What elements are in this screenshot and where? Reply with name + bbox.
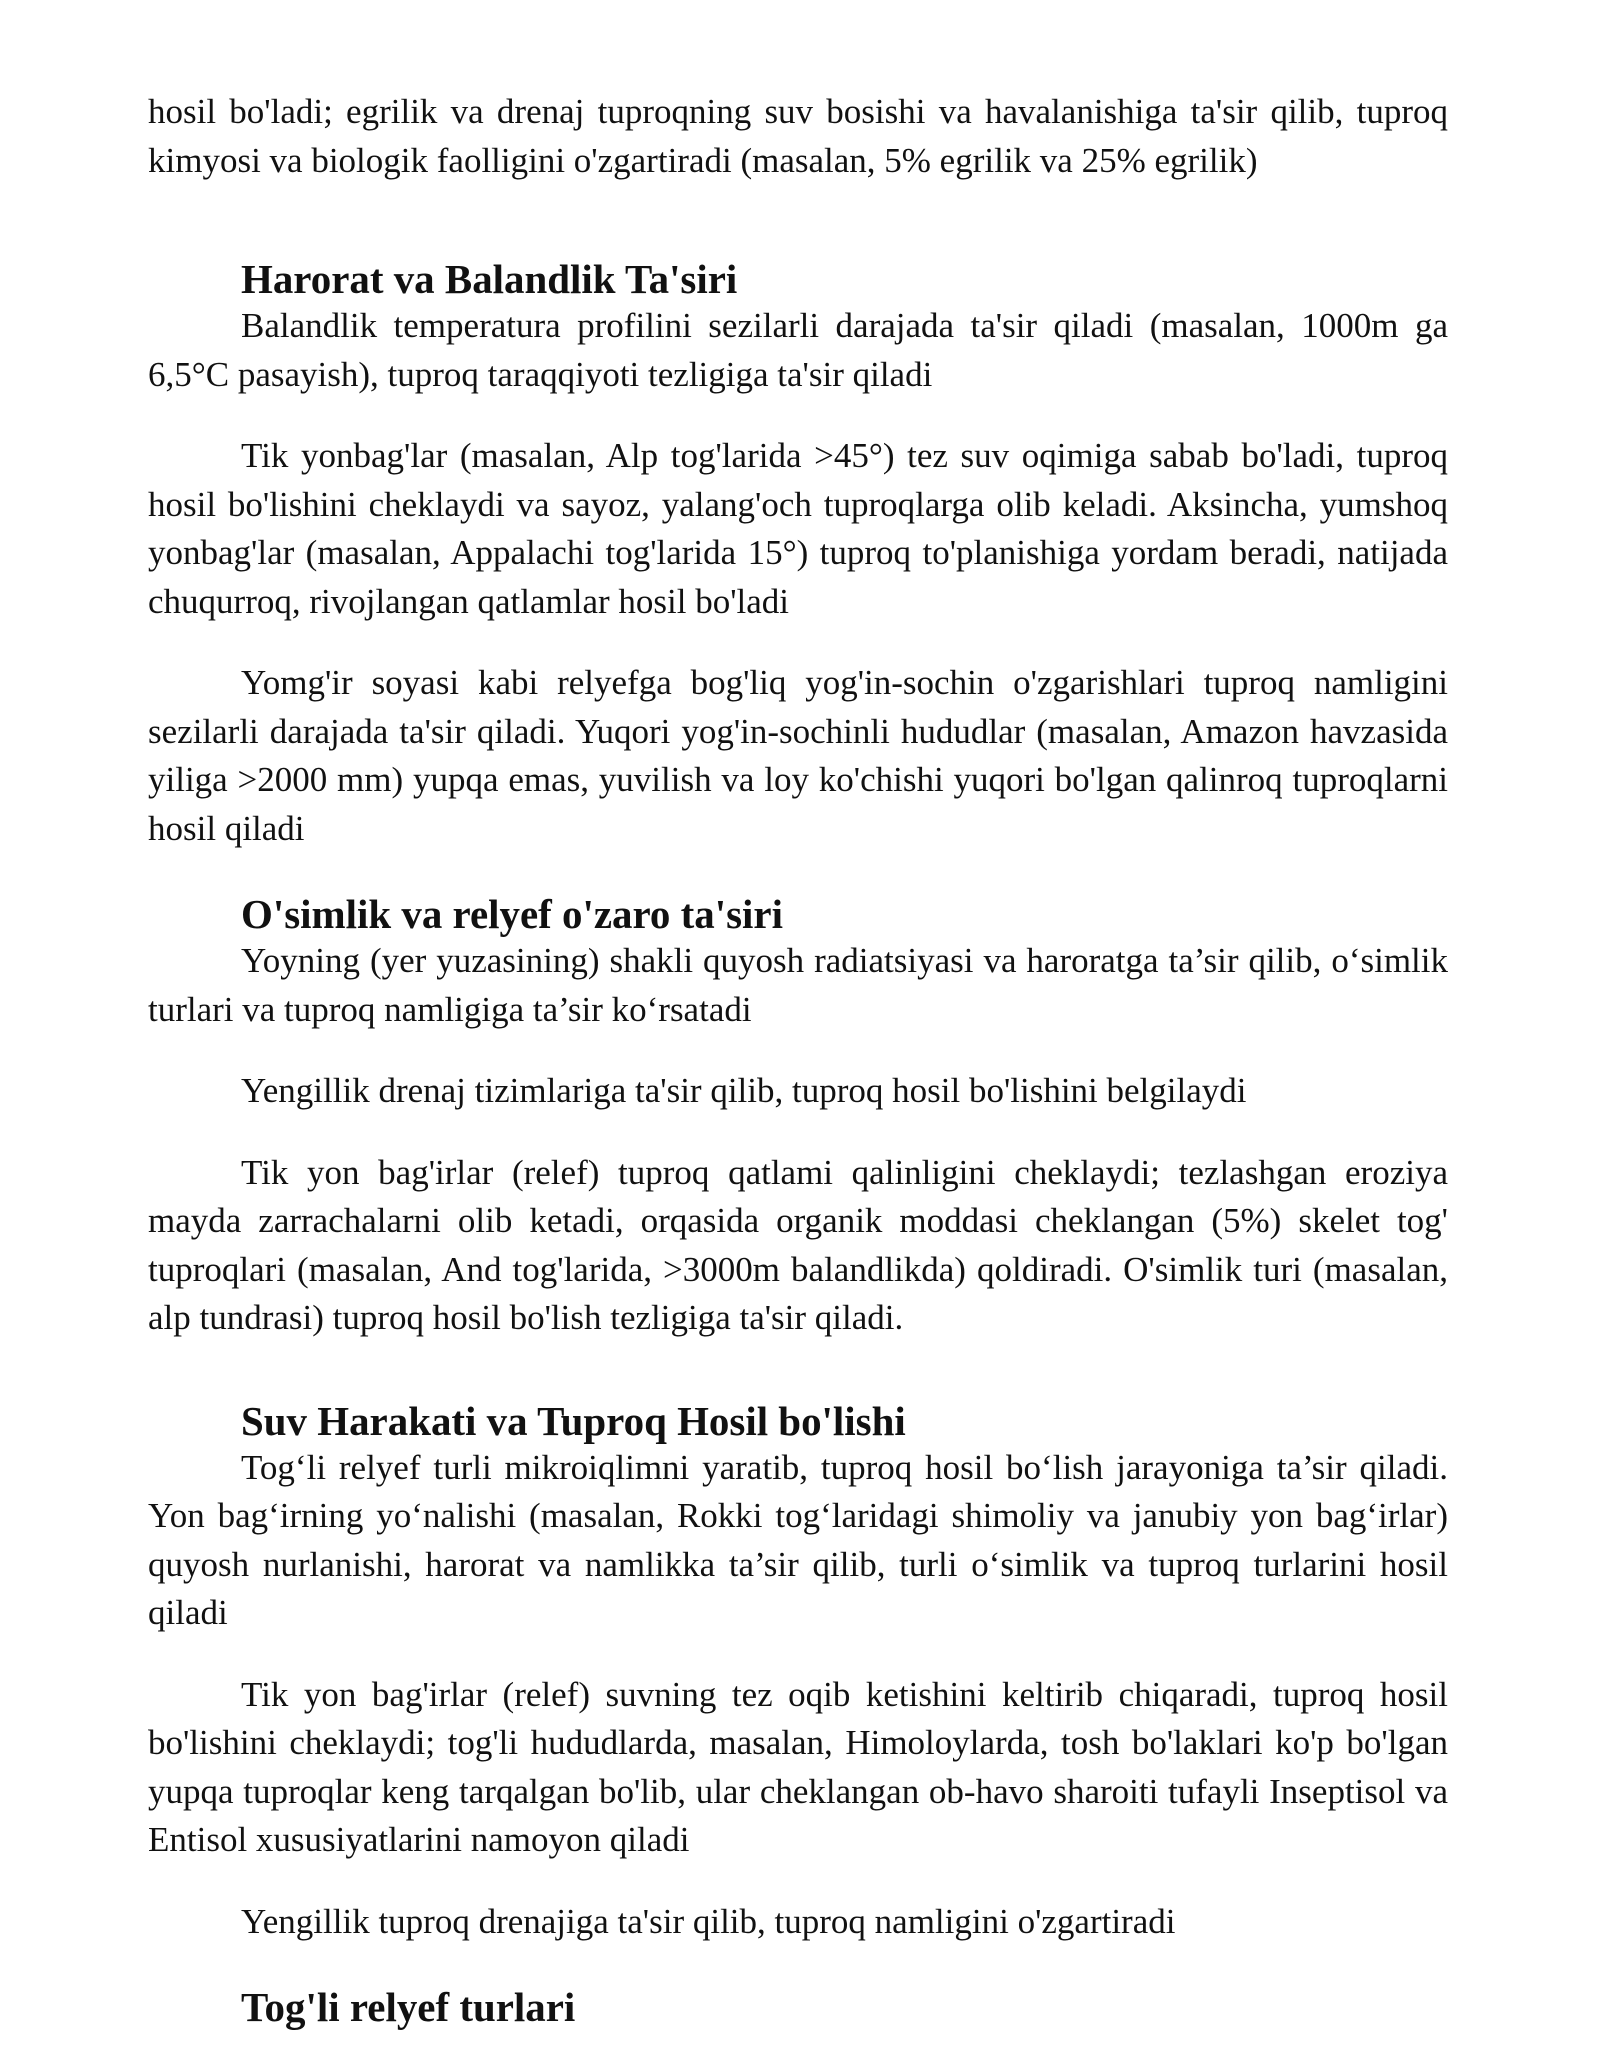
section-heading-vegetation-relief: O'simlik va relyef o'zaro ta'siri (241, 892, 783, 937)
paragraph: Yomg'ir soyasi kabi relyefga bog'liq yog'in-sochin o'zgarishlari tuproq namligini sezilarli darajada ta'sir qiladi. Yuqori yog'in-sochinli hududlar (masalan, Amazon havzasida yiliga >2000 mm) yupqa emas, yuvilish va loy ko'chishi yuqori bo'lgan qalinroq tuproqlarni hosil qiladi (148, 663, 1448, 848)
section-heading-mountain-relief-types: Tog'li relyef turlari (241, 1985, 576, 2030)
paragraph: Tik yonbag'lar (masalan, Alp tog'larida >45°) tez suv oqimiga sabab bo'ladi, tuproq hosil bo'lishini cheklaydi va sayoz, yalang'och tuproqlarga olib keladi. Aksincha, yumshoq yonbag'lar (masalan, Appalachi tog'larida 15°) tuproq to'planishiga yordam beradi, natijada chuqurroq, rivojlangan qatlamlar hosil bo'ladi (148, 436, 1448, 621)
paragraph: Balandlik temperatura profilini sezilarli darajada ta'sir qiladi (masalan, 1000m ga 6,5°C pasayish), tuproq taraqqiyoti tezligiga ta'sir qiladi (148, 306, 1448, 394)
paragraph: Tik yon bag'irlar (relef) suvning tez oqib ketishini keltirib chiqaradi, tuproq hosil bo'lishini cheklaydi; tog'li hududlarda, masalan, Himoloylarda, tosh bo'laklari ko'p bo'lgan yupqa tuproqlar keng tarqalgan bo'lib, ular cheklangan ob-havo sharoiti tufayli Inseptisol va Entisol xususiyatlarini namoyon qiladi (148, 1674, 1448, 1859)
section-heading-temperature-altitude: Harorat va Balandlik Ta'siri (241, 257, 738, 302)
section-heading-water-movement: Suv Harakati va Tuproq Hosil bo'lishi (241, 1398, 906, 1444)
paragraph: Tog‘li relyef turli mikroiqlimni yaratib, tuproq hosil bo‘lish jarayoniga ta’sir qiladi. Yon bag‘irning yo‘nalishi (masalan, Rokki tog‘laridagi shimoliy va janubiy yon bag‘irlar) quyosh nurlanishi, harorat va namlikka ta’sir qilib, turli o‘simlik va tuproq turlarini hosil qiladi (148, 1447, 1448, 1632)
paragraph: Yengillik tuproq drenajiga ta'sir qilib, tuproq namligini o'zgartiradi (241, 1901, 1176, 1941)
paragraph: Yoyning (yer yuzasining) shakli quyosh radiatsiyasi va haroratga ta’sir qilib, o‘simlik turlari va tuproq namligiga ta’sir ko‘rsatadi (148, 941, 1448, 1029)
paragraph: Tik yon bag'irlar (relef) tuproq qatlami qalinligini cheklaydi; tezlashgan eroziya mayda zarrachalarni olib ketadi, orqasida organik moddasi cheklangan (5%) skelet tog' tuproqlari (masalan, And tog'larida, >3000m balandlikda) qoldiradi. O'simlik turi (masalan, alp tundrasi) tuproq hosil bo'lish tezligiga ta'sir qiladi. (148, 1152, 1448, 1337)
document-page (148, 88, 1448, 2030)
paragraph: hosil bo'ladi; egrilik va drenaj tuproqning suv bosishi va havalanishiga ta'sir qilib, tuproq kimyosi va biologik faolligini o'zgartiradi (masalan, 5% egrilik va 25% egrilik) (148, 92, 1448, 180)
paragraph: Yengillik drenaj tizimlariga ta'sir qilib, tuproq hosil bo'lishini belgilaydi (241, 1071, 1247, 1110)
